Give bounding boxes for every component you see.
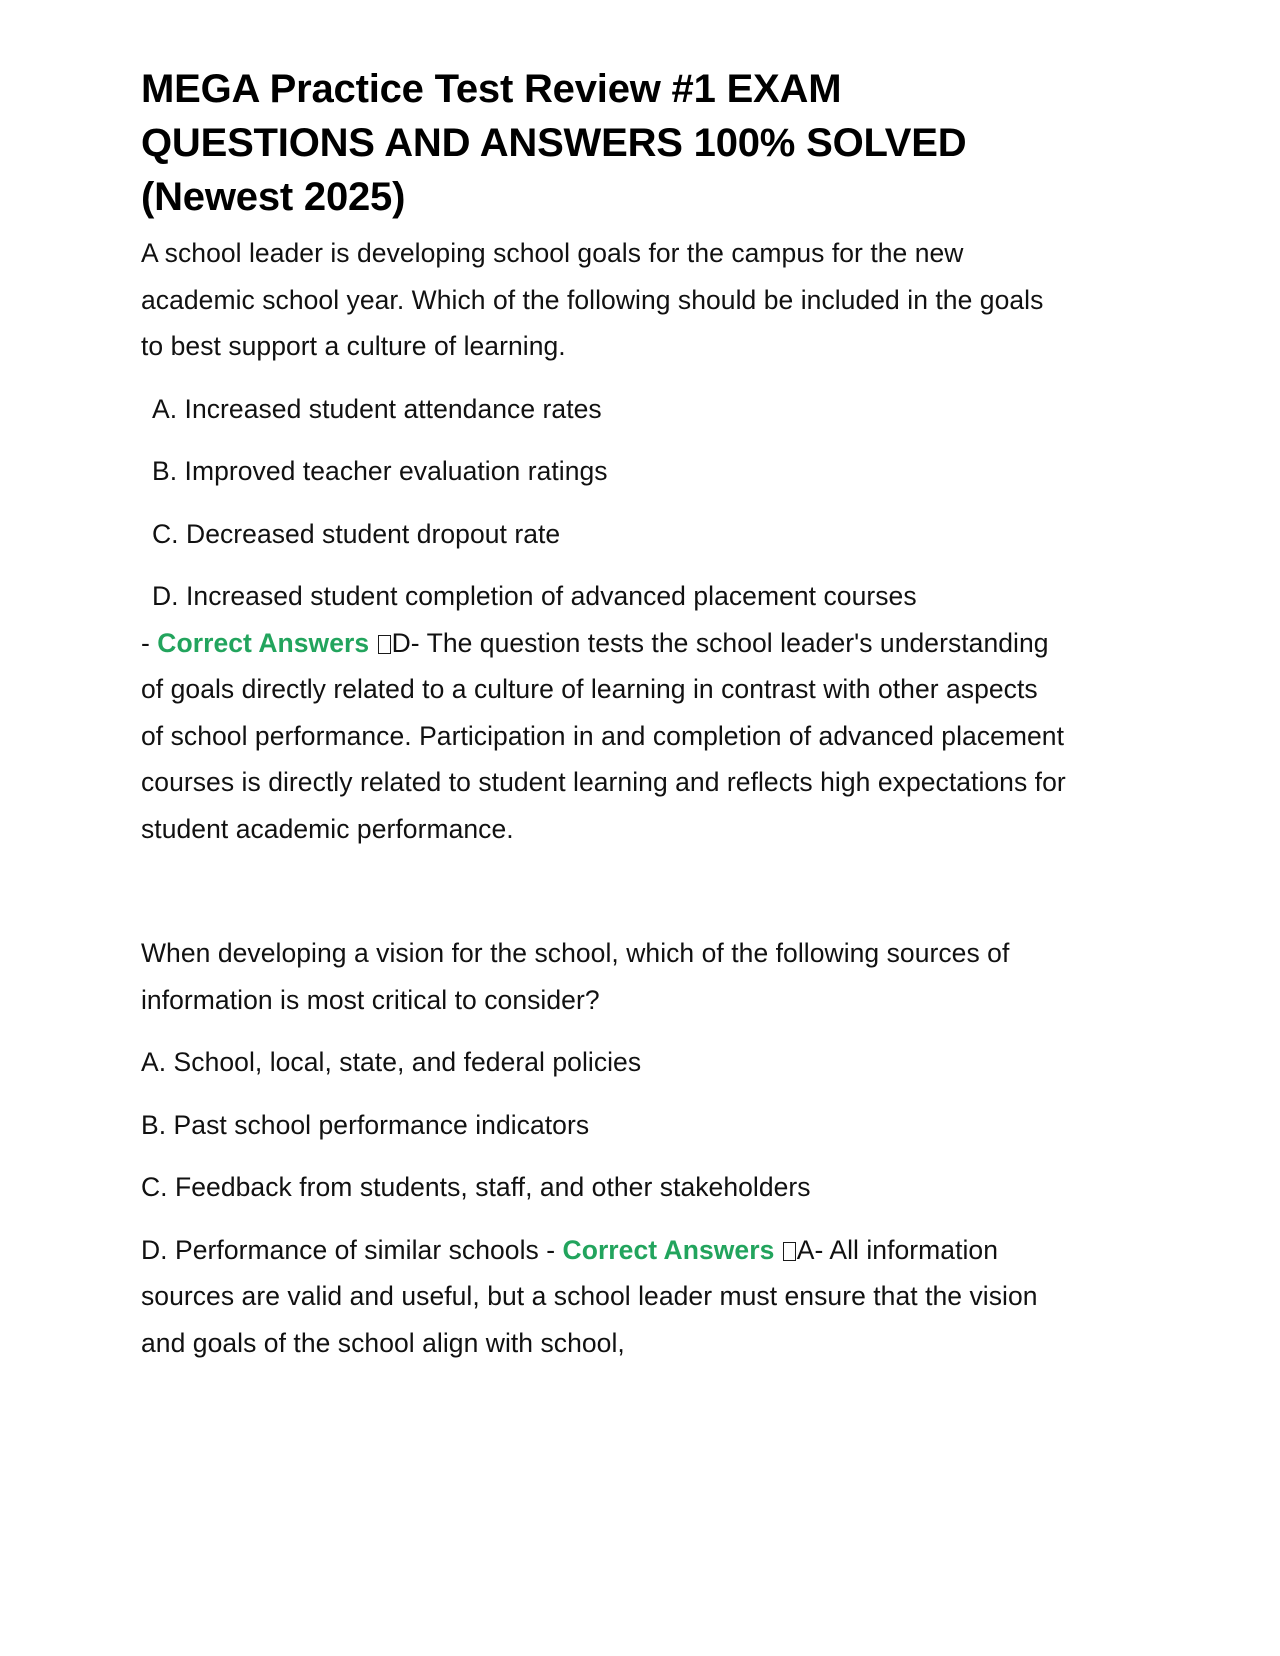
question-1-option-a: A. Increased student attendance rates <box>152 393 602 424</box>
missing-glyph-box-icon <box>783 1242 796 1261</box>
question-1-option-d: D. Increased student completion of advanced placement courses <box>152 581 917 611</box>
document-content <box>141 62 1066 1382</box>
question-2-option-b: B. Past school performance indicators <box>141 1109 590 1140</box>
question-2-answer-letter: A- <box>796 1234 830 1265</box>
question-1-option-b: B. Improved teacher evaluation ratings <box>152 456 608 486</box>
question-2-correct-answers-label: Correct Answers <box>562 1234 775 1265</box>
question-2-stem: When developing a vision for the school, which of the following sources of information is most critical to consider? <box>141 938 1010 1015</box>
question-2-option-d-answer-block <box>141 1227 1066 1367</box>
page-title: MEGA Practice Test Review #1 EXAM QUESTIONS AND ANSWERS 100% SOLVED (Newest 2025) <box>141 67 967 219</box>
block-spacer <box>141 868 1066 914</box>
question-2-option-a: A. School, local, state, and federal policies <box>141 1047 642 1077</box>
question-1-option-c: C. Decreased student dropout rate <box>152 518 561 549</box>
question-2-explanation: All information sources are valid and useful, but a school leader must ensure that the vision and goals of the school align with school, <box>141 1234 1038 1358</box>
question-1-correct-answers-label: Correct Answers <box>157 627 370 658</box>
question-1-explanation: The question tests the school leader's understanding of goals directly related to a culture of learning in contrast with other aspects of school performance. Participation in and completion of advanced placement courses is directly related to student learning and reflects high expectations for student academic performance. <box>141 627 1066 844</box>
question-1-answer-letter: D- <box>391 627 427 658</box>
question-2-option-d-text: D. Performance of similar schools - <box>141 1234 563 1265</box>
missing-glyph-box-icon <box>378 635 391 654</box>
answer-prefix-dash: - <box>141 627 158 658</box>
question-1-stem: A school leader is developing school goals for the campus for the new academic school year. Which of the following should be included in the goals to best support a culture of learning. <box>141 238 1044 361</box>
question-1-answer-block <box>141 620 1066 853</box>
question-2-option-c: C. Feedback from students, staff, and other stakeholders <box>141 1172 811 1202</box>
